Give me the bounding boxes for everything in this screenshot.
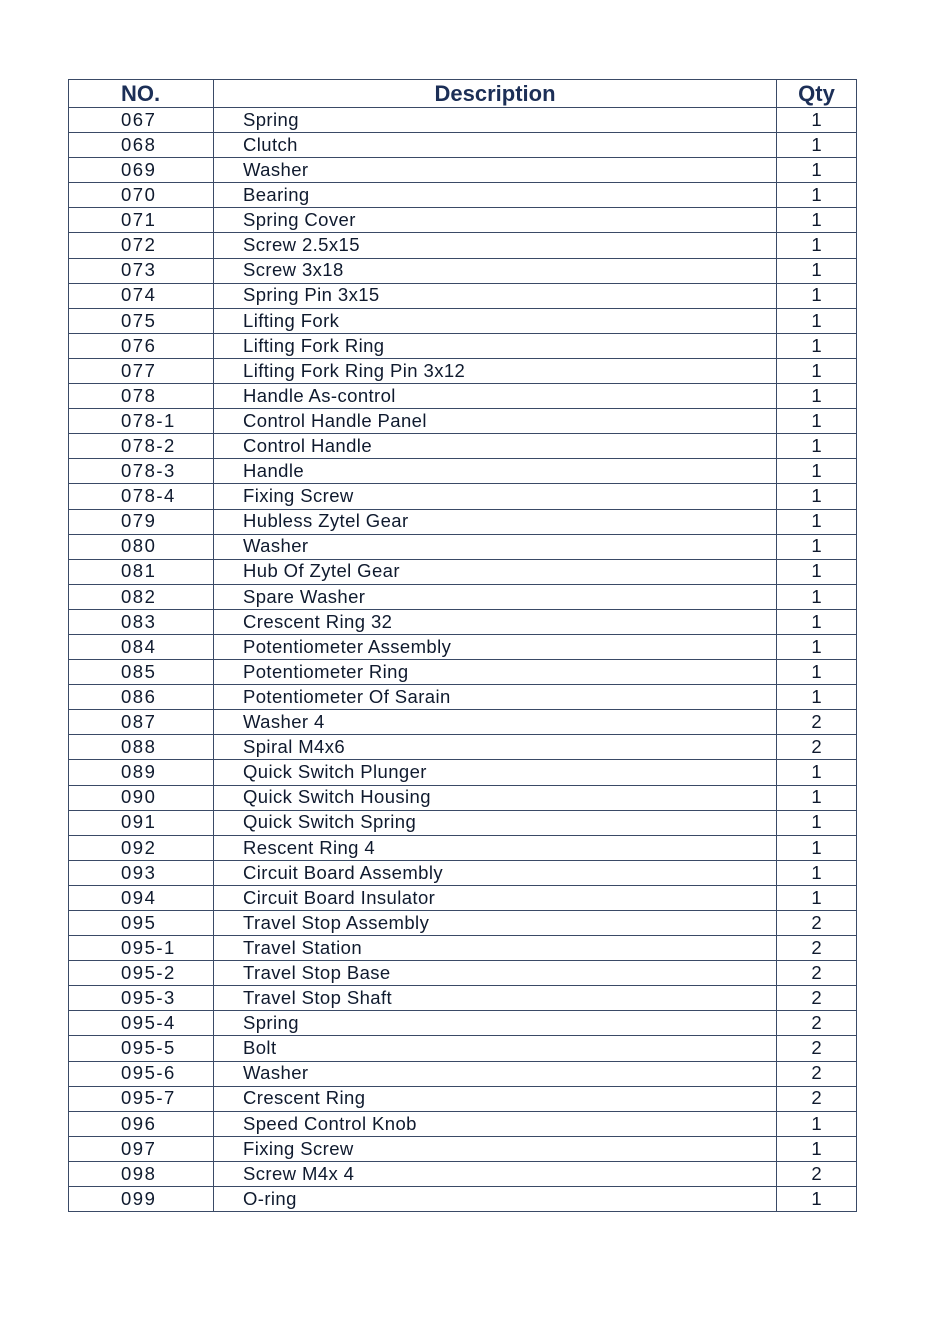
part-qty-cell: 1 <box>777 835 857 860</box>
part-number-cell: 097 <box>69 1136 214 1161</box>
part-qty-cell: 1 <box>777 283 857 308</box>
part-number-cell: 078-2 <box>69 434 214 459</box>
part-description-cell: Hub Of Zytel Gear <box>214 559 777 584</box>
table-row <box>69 484 857 509</box>
part-qty-cell: 2 <box>777 1036 857 1061</box>
part-number-cell: 095-6 <box>69 1061 214 1086</box>
part-number-cell: 095-1 <box>69 936 214 961</box>
part-number-cell: 095-2 <box>69 961 214 986</box>
header-row <box>69 80 857 108</box>
part-number-cell: 085 <box>69 660 214 685</box>
part-description-cell: Quick Switch Housing <box>214 785 777 810</box>
part-description-cell: Washer <box>214 1061 777 1086</box>
table-row <box>69 534 857 559</box>
part-description-cell: Handle As-control <box>214 384 777 409</box>
part-description-cell: Speed Control Knob <box>214 1111 777 1136</box>
part-qty-cell: 1 <box>777 509 857 534</box>
part-description-cell: Spring <box>214 108 777 133</box>
part-number-cell: 092 <box>69 835 214 860</box>
table-row <box>69 911 857 936</box>
part-number-cell: 074 <box>69 283 214 308</box>
part-description-cell: Travel Stop Assembly <box>214 911 777 936</box>
table-row <box>69 409 857 434</box>
part-qty-cell: 2 <box>777 735 857 760</box>
part-number-cell: 098 <box>69 1161 214 1186</box>
part-number-cell: 091 <box>69 810 214 835</box>
part-description-cell: Travel Stop Base <box>214 961 777 986</box>
part-description-cell: Washer 4 <box>214 710 777 735</box>
part-number-cell: 089 <box>69 760 214 785</box>
table-row <box>69 860 857 885</box>
part-qty-cell: 1 <box>777 534 857 559</box>
part-description-cell: Spring Cover <box>214 208 777 233</box>
part-qty-cell: 1 <box>777 559 857 584</box>
part-description-cell: Potentiometer Assembly <box>214 634 777 659</box>
table-row <box>69 108 857 133</box>
part-number-cell: 093 <box>69 860 214 885</box>
part-qty-cell: 1 <box>777 158 857 183</box>
part-description-cell: Lifting Fork Ring <box>214 333 777 358</box>
part-description-cell: Fixing Screw <box>214 1136 777 1161</box>
part-description-cell: Travel Stop Shaft <box>214 986 777 1011</box>
part-qty-cell: 2 <box>777 986 857 1011</box>
part-description-cell: Clutch <box>214 133 777 158</box>
table-row <box>69 1187 857 1212</box>
table-row <box>69 233 857 258</box>
part-qty-cell: 1 <box>777 785 857 810</box>
part-description-cell: Handle <box>214 459 777 484</box>
part-qty-cell: 1 <box>777 1111 857 1136</box>
part-description-cell: Potentiometer Ring <box>214 660 777 685</box>
part-number-cell: 075 <box>69 308 214 333</box>
part-number-cell: 090 <box>69 785 214 810</box>
part-number-cell: 073 <box>69 258 214 283</box>
table-row <box>69 509 857 534</box>
part-qty-cell: 1 <box>777 584 857 609</box>
table-row <box>69 459 857 484</box>
part-qty-cell: 1 <box>777 384 857 409</box>
part-number-cell: 082 <box>69 584 214 609</box>
table-row <box>69 735 857 760</box>
part-qty-cell: 1 <box>777 333 857 358</box>
part-qty-cell: 1 <box>777 885 857 910</box>
part-number-cell: 078-1 <box>69 409 214 434</box>
table-row <box>69 358 857 383</box>
part-description-cell: Hubless Zytel Gear <box>214 509 777 534</box>
part-number-cell: 094 <box>69 885 214 910</box>
part-description-cell: Lifting Fork Ring Pin 3x12 <box>214 358 777 383</box>
table-row <box>69 986 857 1011</box>
table-row <box>69 1111 857 1136</box>
part-description-cell: Lifting Fork <box>214 308 777 333</box>
parts-list-table <box>68 79 857 1212</box>
part-number-cell: 070 <box>69 183 214 208</box>
table-row <box>69 258 857 283</box>
part-number-cell: 087 <box>69 710 214 735</box>
part-description-cell: Screw 3x18 <box>214 258 777 283</box>
part-qty-cell: 1 <box>777 609 857 634</box>
part-description-cell: Washer <box>214 158 777 183</box>
table-row <box>69 936 857 961</box>
table-row <box>69 183 857 208</box>
part-qty-cell: 1 <box>777 358 857 383</box>
table-row <box>69 660 857 685</box>
part-number-cell: 071 <box>69 208 214 233</box>
part-number-cell: 069 <box>69 158 214 183</box>
table-row <box>69 283 857 308</box>
part-qty-cell: 1 <box>777 634 857 659</box>
part-description-cell: O-ring <box>214 1187 777 1212</box>
table-row <box>69 609 857 634</box>
part-number-cell: 095-5 <box>69 1036 214 1061</box>
part-description-cell: Quick Switch Plunger <box>214 760 777 785</box>
table-row <box>69 434 857 459</box>
table-row <box>69 1086 857 1111</box>
part-qty-cell: 1 <box>777 860 857 885</box>
part-number-cell: 088 <box>69 735 214 760</box>
part-qty-cell: 1 <box>777 108 857 133</box>
table-row <box>69 308 857 333</box>
part-number-cell: 076 <box>69 333 214 358</box>
part-qty-cell: 1 <box>777 258 857 283</box>
table-row <box>69 760 857 785</box>
column-header-qty: Qty <box>777 80 857 108</box>
part-qty-cell: 1 <box>777 660 857 685</box>
part-description-cell: Quick Switch Spring <box>214 810 777 835</box>
table-row <box>69 333 857 358</box>
part-description-cell: Potentiometer Of Sarain <box>214 685 777 710</box>
part-number-cell: 095-3 <box>69 986 214 1011</box>
table-row <box>69 1136 857 1161</box>
part-number-cell: 081 <box>69 559 214 584</box>
parts-table-header <box>69 80 857 108</box>
part-number-cell: 086 <box>69 685 214 710</box>
part-qty-cell: 1 <box>777 208 857 233</box>
part-number-cell: 067 <box>69 108 214 133</box>
part-qty-cell: 1 <box>777 1136 857 1161</box>
part-description-cell: Control Handle <box>214 434 777 459</box>
part-number-cell: 078-3 <box>69 459 214 484</box>
part-qty-cell: 1 <box>777 760 857 785</box>
part-qty-cell: 2 <box>777 1086 857 1111</box>
table-row <box>69 685 857 710</box>
part-number-cell: 079 <box>69 509 214 534</box>
table-row <box>69 1161 857 1186</box>
part-description-cell: Spring <box>214 1011 777 1036</box>
table-row <box>69 1036 857 1061</box>
part-description-cell: Crescent Ring 32 <box>214 609 777 634</box>
part-qty-cell: 2 <box>777 1061 857 1086</box>
part-qty-cell: 1 <box>777 183 857 208</box>
part-qty-cell: 2 <box>777 1161 857 1186</box>
part-description-cell: Travel Station <box>214 936 777 961</box>
table-row <box>69 835 857 860</box>
part-qty-cell: 2 <box>777 1011 857 1036</box>
part-number-cell: 095-4 <box>69 1011 214 1036</box>
part-qty-cell: 2 <box>777 936 857 961</box>
part-number-cell: 084 <box>69 634 214 659</box>
part-description-cell: Spring Pin 3x15 <box>214 283 777 308</box>
part-number-cell: 077 <box>69 358 214 383</box>
part-description-cell: Circuit Board Insulator <box>214 885 777 910</box>
part-qty-cell: 2 <box>777 710 857 735</box>
part-qty-cell: 1 <box>777 1187 857 1212</box>
table-row <box>69 961 857 986</box>
part-description-cell: Spiral M4x6 <box>214 735 777 760</box>
part-number-cell: 072 <box>69 233 214 258</box>
part-description-cell: Spare Washer <box>214 584 777 609</box>
part-qty-cell: 1 <box>777 434 857 459</box>
table-row <box>69 584 857 609</box>
part-qty-cell: 1 <box>777 484 857 509</box>
table-row <box>69 1011 857 1036</box>
part-description-cell: Screw M4x 4 <box>214 1161 777 1186</box>
table-row <box>69 634 857 659</box>
part-qty-cell: 1 <box>777 233 857 258</box>
part-description-cell: Washer <box>214 534 777 559</box>
column-header-no: NO. <box>69 80 214 108</box>
part-number-cell: 078 <box>69 384 214 409</box>
part-description-cell: Rescent Ring 4 <box>214 835 777 860</box>
part-number-cell: 068 <box>69 133 214 158</box>
part-description-cell: Circuit Board Assembly <box>214 860 777 885</box>
part-qty-cell: 2 <box>777 961 857 986</box>
part-qty-cell: 1 <box>777 308 857 333</box>
table-row <box>69 885 857 910</box>
table-row <box>69 810 857 835</box>
part-number-cell: 095-7 <box>69 1086 214 1111</box>
part-number-cell: 099 <box>69 1187 214 1212</box>
part-qty-cell: 1 <box>777 810 857 835</box>
table-row <box>69 158 857 183</box>
table-row <box>69 710 857 735</box>
part-qty-cell: 1 <box>777 409 857 434</box>
part-number-cell: 083 <box>69 609 214 634</box>
table-row <box>69 208 857 233</box>
part-description-cell: Fixing Screw <box>214 484 777 509</box>
part-number-cell: 080 <box>69 534 214 559</box>
part-description-cell: Crescent Ring <box>214 1086 777 1111</box>
part-description-cell: Bolt <box>214 1036 777 1061</box>
table-row <box>69 384 857 409</box>
table-row <box>69 785 857 810</box>
table-row <box>69 133 857 158</box>
part-qty-cell: 1 <box>777 685 857 710</box>
table-row <box>69 1061 857 1086</box>
column-header-description: Description <box>214 80 777 108</box>
part-qty-cell: 1 <box>777 459 857 484</box>
part-description-cell: Bearing <box>214 183 777 208</box>
table-row <box>69 559 857 584</box>
part-qty-cell: 1 <box>777 133 857 158</box>
part-qty-cell: 2 <box>777 911 857 936</box>
part-number-cell: 095 <box>69 911 214 936</box>
part-number-cell: 078-4 <box>69 484 214 509</box>
parts-table-body <box>69 108 857 1212</box>
part-description-cell: Screw 2.5x15 <box>214 233 777 258</box>
part-description-cell: Control Handle Panel <box>214 409 777 434</box>
part-number-cell: 096 <box>69 1111 214 1136</box>
